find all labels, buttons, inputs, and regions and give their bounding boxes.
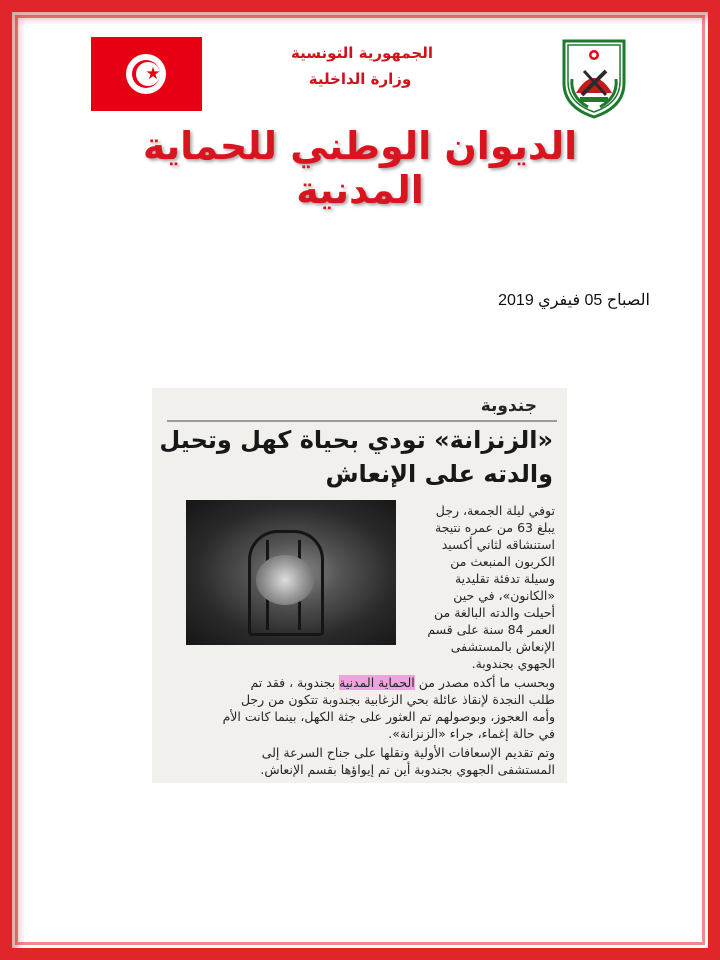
ministry-label: وزارة الداخلية xyxy=(308,70,412,88)
article-paragraph-3: وتم تقديم الإسعافات الأولية ونقلها على جناح السرعة إلى المستشفى الجهوي بجندوبة أين تم إيواؤها بقسم الإنعاش. xyxy=(260,745,555,777)
divider xyxy=(167,420,557,422)
article-paragraph-2: وبحسب ما أكده مصدر من الحماية المدنية بجندوبة ، فقد تم طلب النجدة لإنقاذ عائلة بحي الزغابية بجندوبة تتكون من رجل وأمه العجوز، وبوصولهم تم العثور على جثة الكهل، بينما كانت الأم في حالة إغماء، جراء «الزنزانة». xyxy=(222,675,555,741)
article-paragraph-1: توفي ليلة الجمعة، رجل يبلغ 63 من عمره نتيجة استنشاقه لثاني أكسيد الكربون المنبعث من وسيلة تدفئة تقليدية «الكانون»، في حين أحيلت والدته البالغة من العمر 84 سنة على قسم الإنعاش بالمستشفى الجهوي بجندوبة. xyxy=(427,503,555,671)
source-date: الصباح 05 فيفري 2019 xyxy=(498,292,650,309)
article-headline-line1: «الزنزانة» تودي بحياة كهل وتحيل xyxy=(159,426,553,454)
republic-label: الجمهورية التونسية xyxy=(291,44,433,62)
tunisia-flag-icon: ★ xyxy=(91,37,202,111)
newspaper-clipping xyxy=(152,388,567,783)
highlighted-term: الحماية المدنية xyxy=(339,675,415,690)
article-photo xyxy=(186,500,396,645)
civil-protection-emblem-icon xyxy=(558,35,630,119)
article-headline-line2: والدته على الإنعاش xyxy=(325,460,553,488)
article-section: جندوبة xyxy=(480,396,537,416)
page-title: الديوان الوطني للحماية المدنية xyxy=(142,124,578,212)
